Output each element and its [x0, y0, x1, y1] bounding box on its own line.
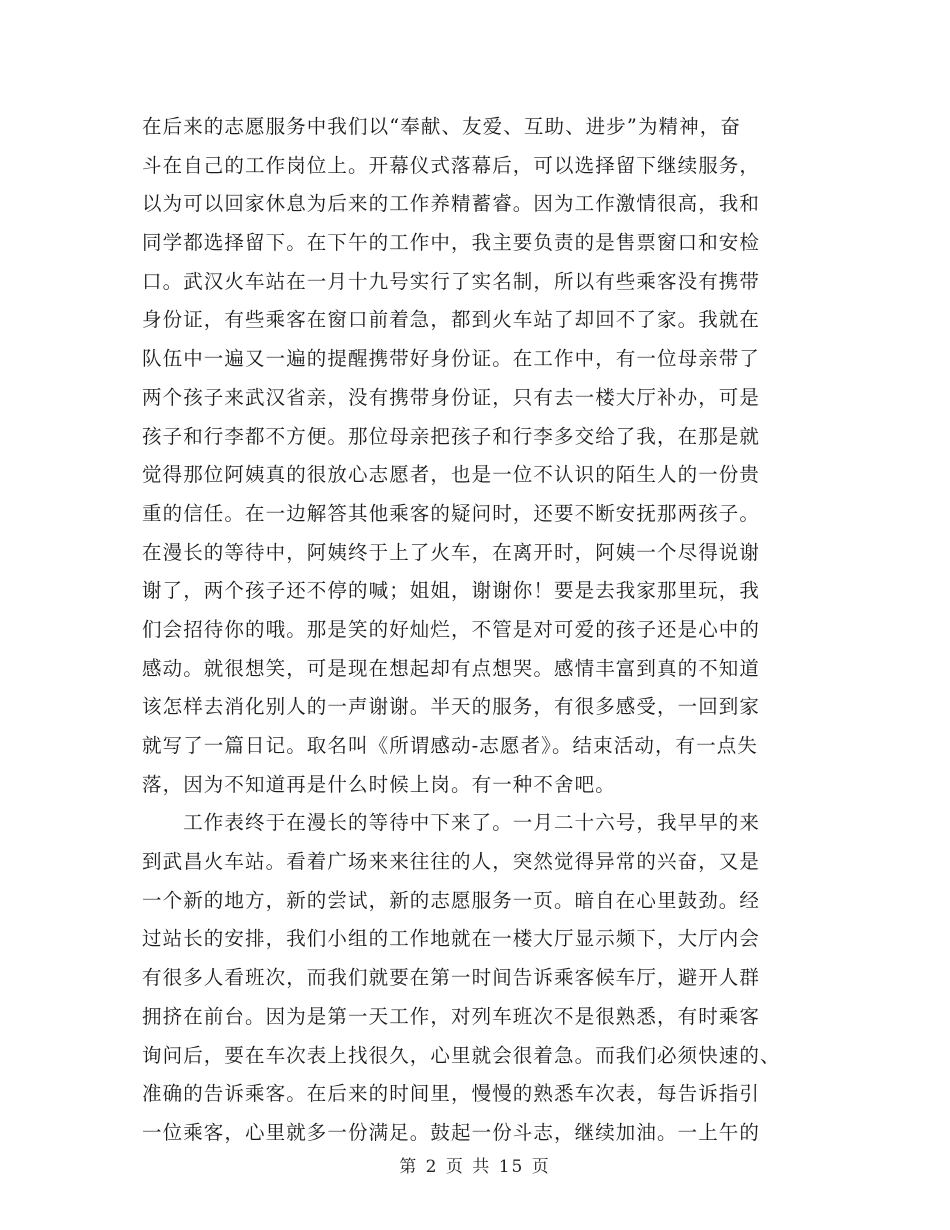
- text-line: 在漫长的等待中，阿姨终于上了火车，在离开时，阿姨一个尽得说谢: [142, 540, 761, 564]
- text-line: 一位乘客，心里就多一份满足。鼓起一份斗志，继续加油。一上午的: [142, 1120, 761, 1144]
- text-line: 过站长的安排，我们小组的工作地就在一楼大厅显示频下，大厅内会: [142, 927, 761, 951]
- page-number-footer: 第 2 页 共 15 页: [399, 1157, 551, 1177]
- text-line: 队伍中一遍又一遍的提醒携带好身份证。在工作中，有一位母亲带了: [142, 347, 761, 371]
- text-line: 们会招待你的哦。那是笑的好灿烂，不管是对可爱的孩子还是心中的: [142, 617, 761, 641]
- text-line: 落，因为不知道再是什么时候上岗。有一种不舍吧。: [142, 772, 616, 796]
- text-line: 同学都选择留下。在下午的工作中，我主要负责的是售票窗口和安检: [142, 231, 761, 255]
- text-line: 拥挤在前台。因为是第一天工作，对列车班次不是很熟悉，有时乘客: [142, 1004, 761, 1028]
- text-line: 以为可以回家休息为后来的工作养精蓄睿。因为工作激情很高，我和: [142, 192, 761, 216]
- text-line: 重的信任。在一边解答其他乘客的疑问时，还要不断安抚那两孩子。: [142, 501, 761, 525]
- text-line: 工作表终于在漫长的等待中下来了。一月二十六号，我早早的来: [142, 811, 761, 835]
- text-line: 在后来的志愿服务中我们以“奉献、友爱、互助、进步”为精神，奋: [142, 115, 741, 138]
- text-line: 询问后，要在车次表上找很久，心里就会很着急。而我们必须快速的、: [142, 1043, 781, 1067]
- text-line: 准确的告诉乘客。在后来的时间里，慢慢的熟悉车次表，每告诉指引: [142, 1082, 761, 1106]
- body-text: [142, 108, 812, 1153]
- text-line: 两个孩子来武汉省亲，没有携带身份证，只有去一楼大厅补办，可是: [142, 385, 761, 409]
- text-line: 孩子和行李都不方便。那位母亲把孩子和行李多交给了我，在那是就: [142, 424, 761, 448]
- text-line: 感动。就很想笑，可是现在想起却有点想哭。感情丰富到真的不知道: [142, 656, 761, 680]
- text-line: 有很多人看班次，而我们就要在第一时间告诉乘客候车厅，避开人群: [142, 966, 761, 990]
- text-line: 斗在自己的工作岗位上。开幕仪式落幕后，可以选择留下继续服务，: [142, 153, 761, 177]
- text-line: 谢了，两个孩子还不停的喊；姐姐，谢谢你！要是去我家那里玩，我: [142, 579, 761, 603]
- text-line: 身份证，有些乘客在窗口前着急，都到火车站了却回不了家。我就在: [142, 308, 761, 332]
- text-line: 觉得那位阿姨真的很放心志愿者，也是一位不认识的陌生人的一份贵: [142, 463, 761, 487]
- text-line: 口。武汉火车站在一月十九号实行了实名制，所以有些乘客没有携带: [142, 269, 761, 293]
- text-line: 一个新的地方，新的尝试，新的志愿服务一页。暗自在心里鼓劲。经: [142, 888, 761, 912]
- text-line: 就写了一篇日记。取名叫《所谓感动-志愿者》。结束活动，有一点失: [142, 734, 758, 757]
- text-line: 到武昌火车站。看着广场来来往往的人，突然觉得异常的兴奋，又是: [142, 850, 761, 874]
- text-line: 该怎样去消化别人的一声谢谢。半天的服务，有很多感受，一回到家: [142, 695, 761, 719]
